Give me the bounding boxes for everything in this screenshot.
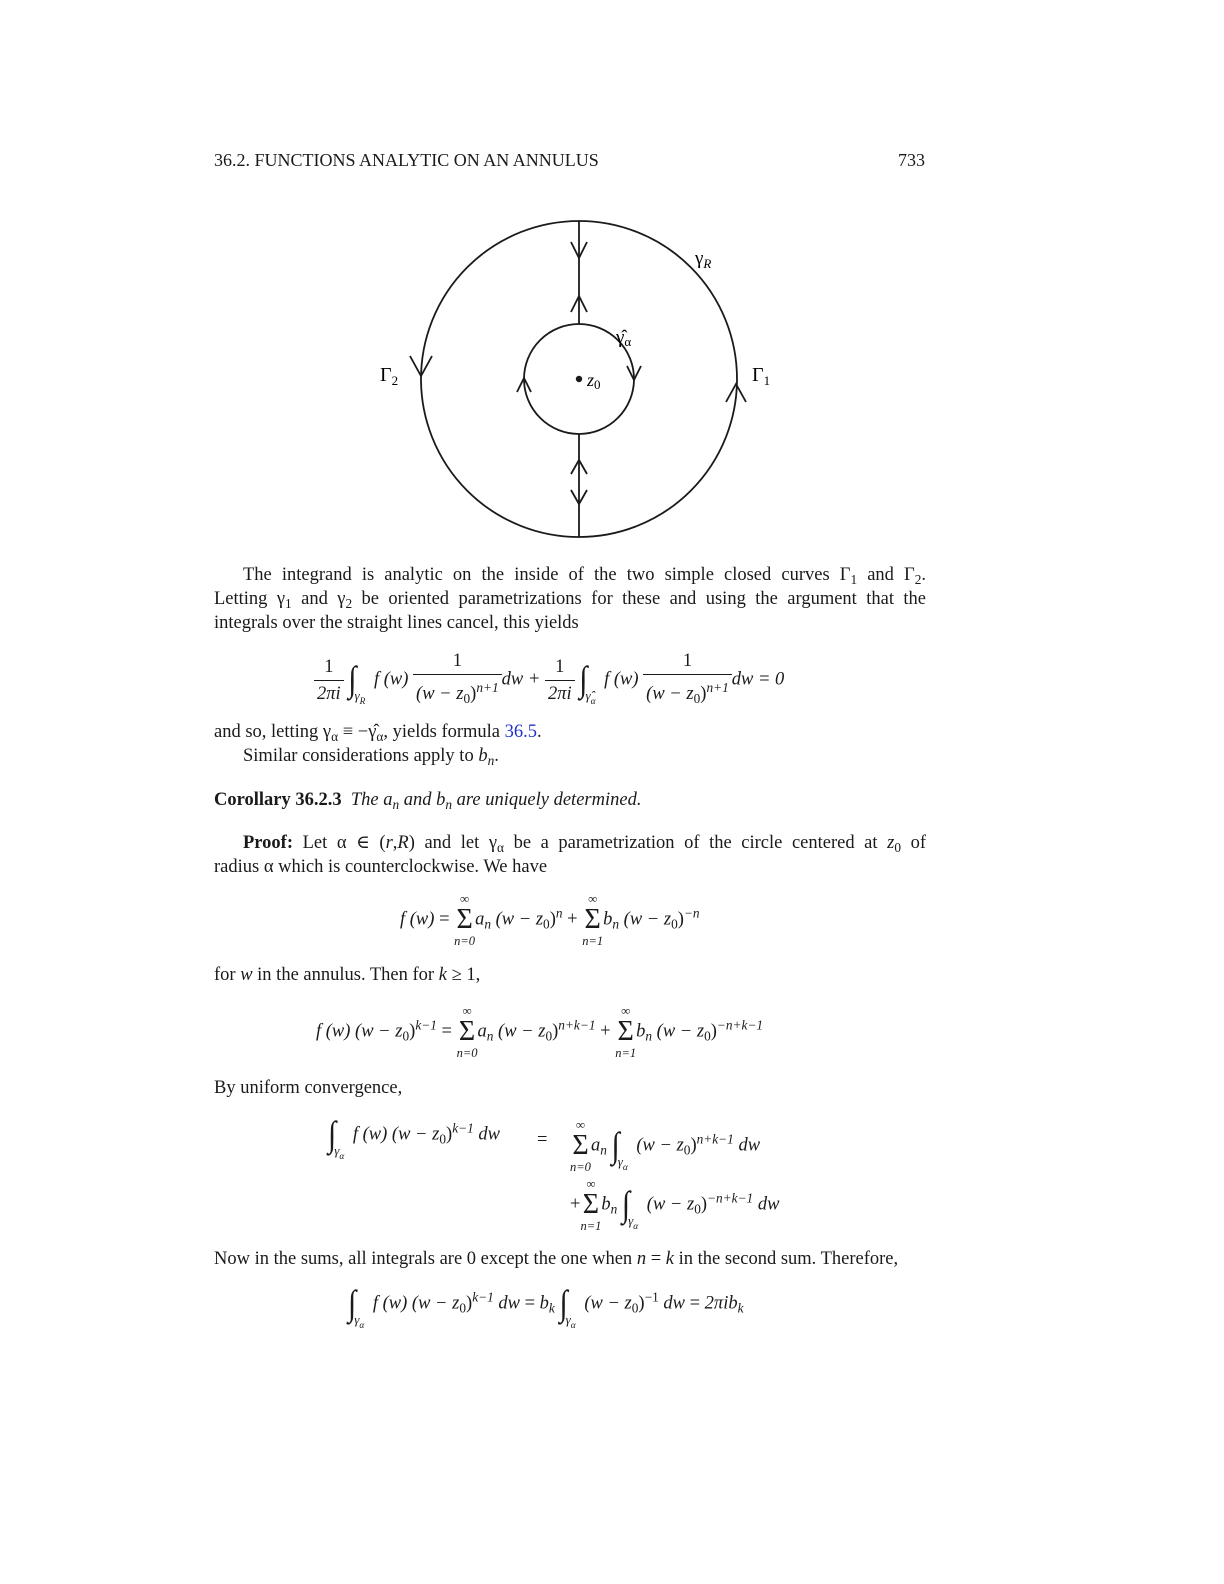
summation-n0-c: ∞ Σ n=0 — [570, 1118, 591, 1174]
paragraph-2-line-1: and so, letting $\gamma_\alpha$ ≡ $-\gammâ_\alpha$, yields formula 36.5. — [214, 722, 542, 744]
equation-termwise-lhs: $\int_{\gamma_\alpha}$ f (w) $(w - z_0)^{k-1}$ dw — [328, 1114, 500, 1163]
proof-label: Proof: — [243, 833, 293, 853]
summation-n1: ∞ Σ n=1 — [582, 892, 604, 948]
label-gamma-hat-alpha: γ̂α — [616, 327, 632, 349]
equation-contour-sum: $\frac{1}{2\pi i}$ $\int_{\gamma_R}$ f (w) $\frac{1}{(w - z_0)^{n+1}}$ dw + $\frac{1}{2\pi i}$ $\int_{\gammâ_\alpha}$ f (w) $\frac{1}{(w - z_0)^{n+1}}$ dw = 0 — [314, 648, 784, 712]
corollary-label: Corollary 36.2.3 — [214, 790, 342, 810]
label-z0: z0 — [587, 370, 601, 392]
equation-termwise-rhs-1: ∞ Σ n=0 $a_n$ $\int_{\gamma_\alpha}$ $(w - z_0)^{n+k-1}$ dw — [570, 1118, 761, 1174]
fraction-1-over-2pi-i-2: $\frac{1}{2\pi i}$ — [545, 654, 575, 707]
proof-line-2: radius α which is counterclockwise. We have — [214, 857, 548, 877]
summation-n1-c: ∞ Σ n=1 — [580, 1177, 602, 1233]
text-for-w: for w in the annulus. Then for k ≥ 1, — [214, 965, 481, 985]
integral-sign: ∫ — [348, 659, 357, 700]
summation-n1-b: ∞ Σ n=1 — [615, 1004, 637, 1060]
running-header — [214, 150, 599, 171]
label-Gamma-1: $\Gamma_1$ — [752, 364, 771, 388]
summation-n0: ∞ Σ n=0 — [454, 892, 476, 948]
label-gamma-R: $\gamma_R$ — [695, 248, 712, 271]
annulus-contour-figure — [370, 210, 790, 550]
fraction-kernel: $\frac{1}{(w - z_0)^{n+1}}$ — [413, 648, 502, 712]
proof-line-1: Proof: Let α ∈ (r,R) and let $\gamma_\alpha$ be a parametrization of the circle centered at $z_0$ of — [243, 833, 926, 855]
equation-laurent-series: f (w) = ∞ Σ n=0 $a_n$ $(w - z_0)^n$ + ∞ Σ n=1 $b_n$ $(w - z_0)^{-n}$ — [400, 892, 700, 948]
summation-n0-b: ∞ Σ n=0 — [456, 1004, 478, 1060]
equation-shifted-series: f (w) $(w - z_0)^{k-1}$ = ∞ Σ n=0 $a_n$ $(w - z_0)^{n+k-1}$ + ∞ Σ n=1 $b_n$ $(w - z_0)^{-n+k-1}$ — [316, 1004, 764, 1060]
page-number: 733 — [898, 150, 925, 170]
paragraph-2-line-2: Similar considerations apply to $b_n$. — [243, 746, 499, 768]
paragraph-1-line-2: Letting $\gamma_1$ and $\gamma_2$ be oriented parametrizations for these and using the argument that the — [214, 589, 927, 611]
center-point — [576, 376, 582, 382]
paragraph-1-line-1: The integrand is analytic on the inside of the two simple closed curves $\Gamma_1$ and $\Gamma_2$. — [243, 565, 926, 587]
equation-termwise-rhs-2: + ∞ Σ n=1 $b_n$ $\int_{\gamma_\alpha}$ $(w - z_0)^{-n+k-1}$ dw — [570, 1177, 780, 1233]
text-now-in-sums: Now in the sums, all integrals are 0 except the one when n = k in the second sum. Therefore, — [214, 1249, 899, 1269]
corollary-statement: Corollary 36.2.3 The $a_n$ and $b_n$ are uniquely determined. — [214, 790, 642, 812]
fraction-kernel-2: $\frac{1}{(w - z_0)^{n+1}}$ — [643, 648, 732, 712]
formula-reference-link[interactable]: 36.5 — [504, 722, 538, 742]
equation-termwise-equals: = — [537, 1130, 548, 1150]
section-title: 36.2. FUNCTIONS ANALYTIC ON AN ANNULUS — [214, 150, 599, 170]
equation-final-result: $\int_{\gamma_\alpha}$ f (w) $(w - z_0)^{k-1}$ dw = $b_k$ $\int_{\gamma_\alpha}$ $(w - z_0)^{-1}$ dw = 2πib$_k$ — [348, 1283, 744, 1332]
paragraph-1-line-3: integrals over the straight lines cancel, this yields — [214, 613, 579, 633]
text-uniform-convergence: By uniform convergence, — [214, 1078, 403, 1098]
fraction-1-over-2pi-i: $\frac{1}{2\pi i}$ — [314, 654, 344, 707]
label-Gamma-2: $\Gamma_2$ — [380, 364, 399, 388]
